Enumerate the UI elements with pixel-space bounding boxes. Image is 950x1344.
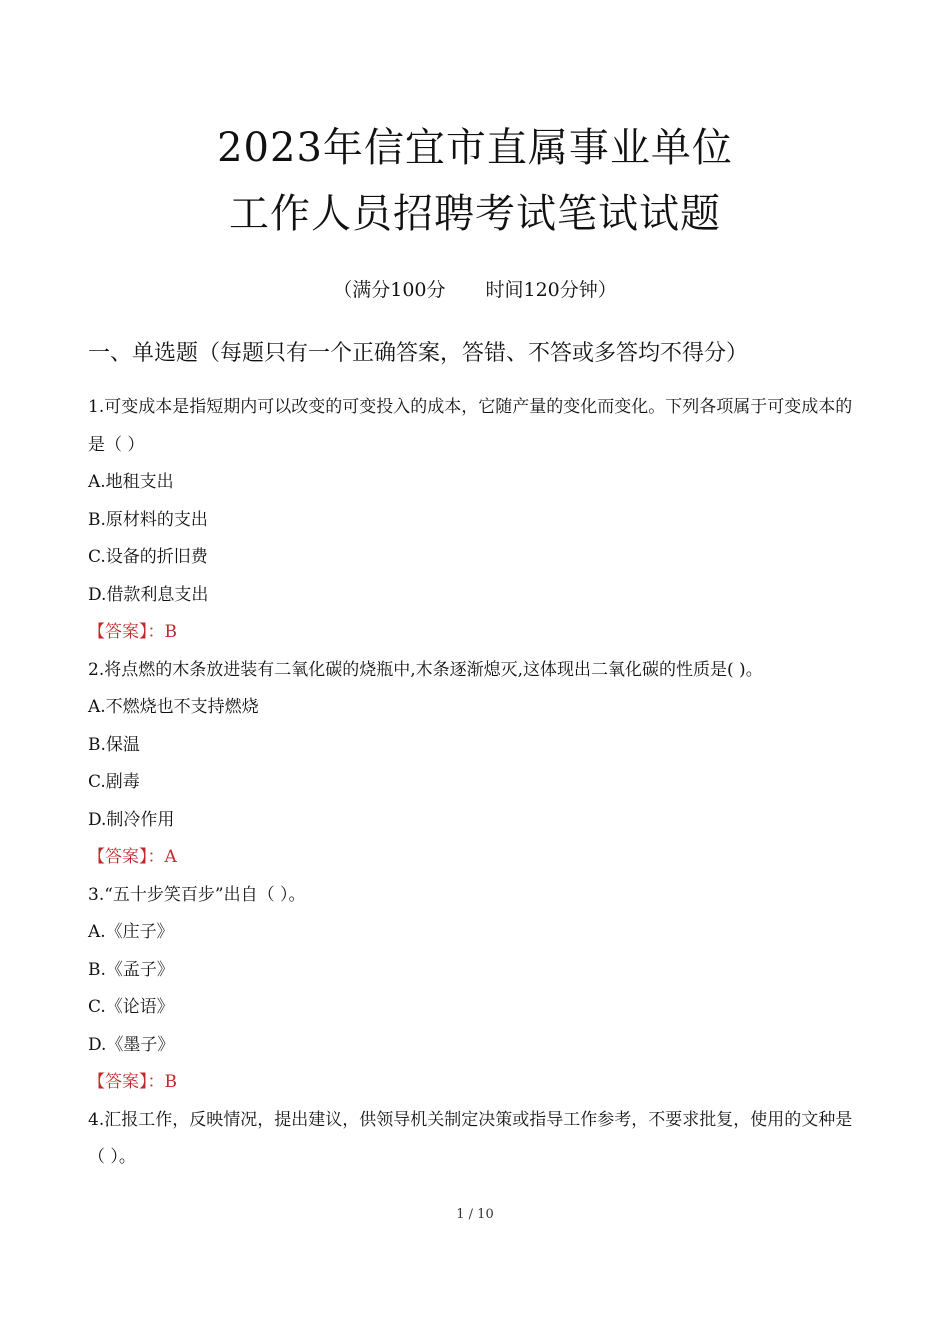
answer-line [88, 1064, 868, 1102]
option-c: C.剧毒 [88, 772, 140, 792]
answer-line [88, 839, 868, 877]
question-4 [88, 1102, 868, 1177]
option-c: C.《论语》 [88, 997, 174, 1017]
question-text: 2.将点燃的木条放进装有二氧化碳的烧瓶中,木条逐渐熄灭,这体现出二氧化碳的性质是( )。 [88, 659, 763, 680]
option-b: B.保温 [88, 734, 140, 755]
answer-label: 【答案】： [88, 1072, 165, 1092]
section-heading: 一、单选题（每题只有一个正确答案，答错、不答或多答均不得分） [88, 341, 749, 366]
answer-line [88, 614, 868, 652]
exam-info [0, 276, 950, 304]
question-text: 3.“五十步笑百步”出自（ ）。 [88, 884, 306, 905]
option-a: A.不燃烧也不支持燃烧 [88, 697, 259, 717]
question-text: 1.可变成本是指短期内可以改变的可变投入的成本，它随产量的变化而变化。下列各项属于可变成本的是（ ） [88, 397, 853, 455]
option-d: D.借款利息支出 [88, 584, 209, 605]
question-3 [88, 877, 868, 1102]
answer-value: A [164, 847, 177, 867]
option-b: B.《孟子》 [88, 959, 174, 980]
answer-label: 【答案】： [88, 622, 165, 642]
option-d: D.制冷作用 [88, 809, 175, 830]
option-d: D.《墨子》 [88, 1034, 175, 1055]
answer-value: B [164, 1072, 177, 1092]
question-1 [88, 389, 868, 652]
question-text: 4.汇报工作，反映情况，提出建议，供领导机关制定决策或指导工作参考，不要求批复，使用的文种是（ ）。 [88, 1109, 853, 1167]
question-2 [88, 652, 868, 877]
option-a: A.地租支出 [88, 472, 174, 492]
question-list [88, 389, 868, 1177]
answer-value: B [164, 622, 177, 642]
score-info: （满分100分 [333, 279, 446, 301]
option-c: C.设备的折旧费 [88, 547, 208, 567]
option-a: A.《庄子》 [88, 922, 174, 942]
answer-label: 【答案】： [88, 847, 165, 867]
page-number: 1 / 10 [456, 1207, 494, 1222]
document-title-line-2: 工作人员招聘考试笔试试题 [229, 191, 721, 237]
document-title-line-1: 2023年信宜市直属事业单位 [217, 125, 733, 171]
time-info: 时间120分钟） [485, 279, 617, 301]
option-b: B.原材料的支出 [88, 509, 208, 530]
